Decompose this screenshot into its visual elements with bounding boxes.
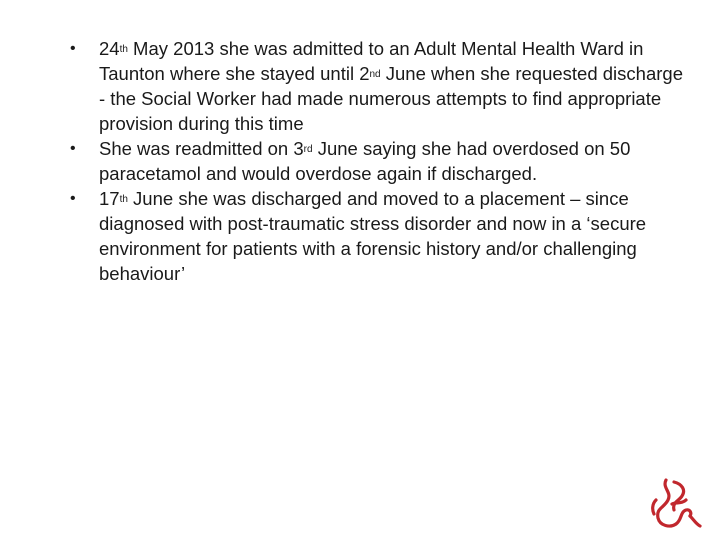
bullet-dot: • xyxy=(70,140,76,157)
bullet-text: She was readmitted on 3rd June saying she had overdosed on 50 paracetamol and would overdose again if discharged. xyxy=(99,138,631,184)
dragon-logo-icon xyxy=(646,474,708,536)
bullet-item-3 xyxy=(58,186,688,286)
bullet-text: 17th June she was discharged and moved to a placement – since diagnosed with post-traumatic stress disorder and now in a ‘secure environment for patients with a forensic history and/or challenging behaviour’ xyxy=(99,188,647,284)
bullet-item-2 xyxy=(58,136,688,186)
bullet-text: 24th May 2013 she was admitted to an Adult Mental Health Ward in Taunton where she stayed until 2nd June when she requested discharge - the Social Worker had made numerous attempts to find appropriate provision during this time xyxy=(99,38,683,134)
bullet-list xyxy=(58,36,688,286)
bullet-dot: • xyxy=(70,40,76,57)
bullet-item-1 xyxy=(58,36,688,136)
bullet-dot: • xyxy=(70,190,76,207)
